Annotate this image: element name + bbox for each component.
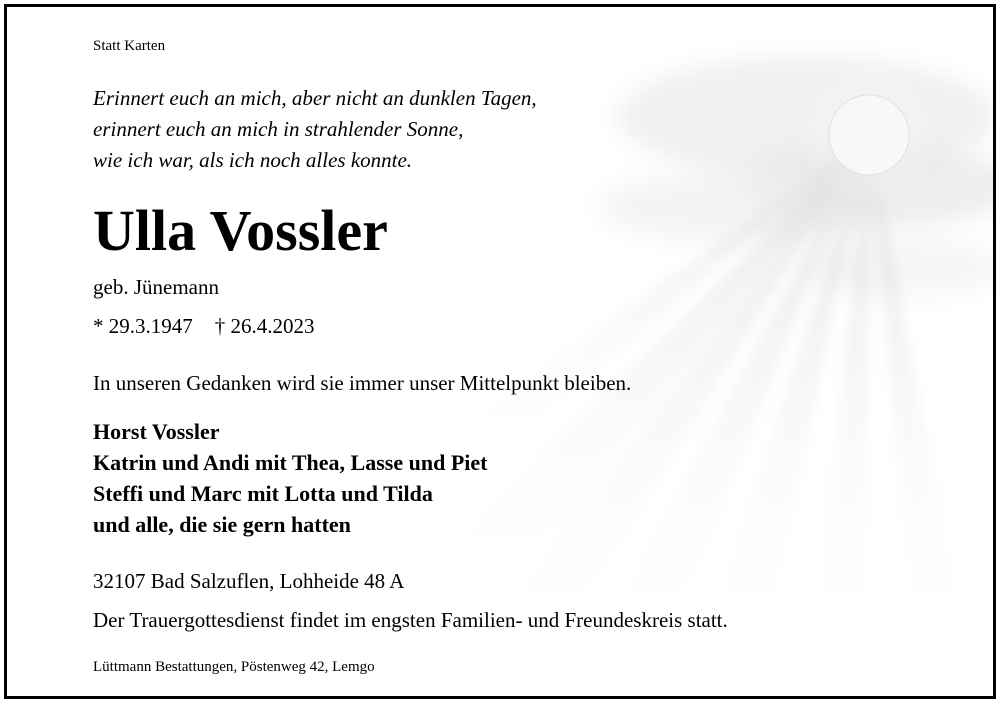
life-dates xyxy=(93,314,315,339)
mourner-line: Horst Vossler xyxy=(93,419,220,444)
poem-line: wie ich war, als ich noch alles konnte. xyxy=(93,148,413,172)
header-statt-karten: Statt Karten xyxy=(93,38,166,54)
mourner-line: und alle, die sie gern hatten xyxy=(93,512,351,537)
poem-line: erinnert euch an mich in strahlender Sonne, xyxy=(93,117,464,141)
service-note: Der Trauergottesdienst findet im engsten Familien- und Freundeskreis statt. xyxy=(93,608,728,632)
address: 32107 Bad Salzuflen, Lohheide 48 A xyxy=(93,569,405,593)
birth-date: * 29.3.1947 xyxy=(93,314,193,338)
death-date: † 26.4.2023 xyxy=(214,314,315,338)
mourner-line: Steffi und Marc mit Lotta und Tilda xyxy=(93,481,433,506)
mourners-list xyxy=(93,416,487,540)
mourner-line: Katrin und Andi mit Thea, Lasse und Piet xyxy=(93,450,488,475)
memorial-thought: In unseren Gedanken wird sie immer unser Mittelpunkt bleiben. xyxy=(93,371,632,395)
undertaker-info: Lüttmann Bestattungen, Pöstenweg 42, Lemgo xyxy=(93,659,375,675)
maiden-name: geb. Jünemann xyxy=(93,275,219,299)
poem xyxy=(93,83,537,176)
poem-line: Erinnert euch an mich, aber nicht an dunklen Tagen, xyxy=(93,86,537,110)
deceased-name: Ulla Vossler xyxy=(93,198,388,263)
notice-frame xyxy=(4,4,996,699)
